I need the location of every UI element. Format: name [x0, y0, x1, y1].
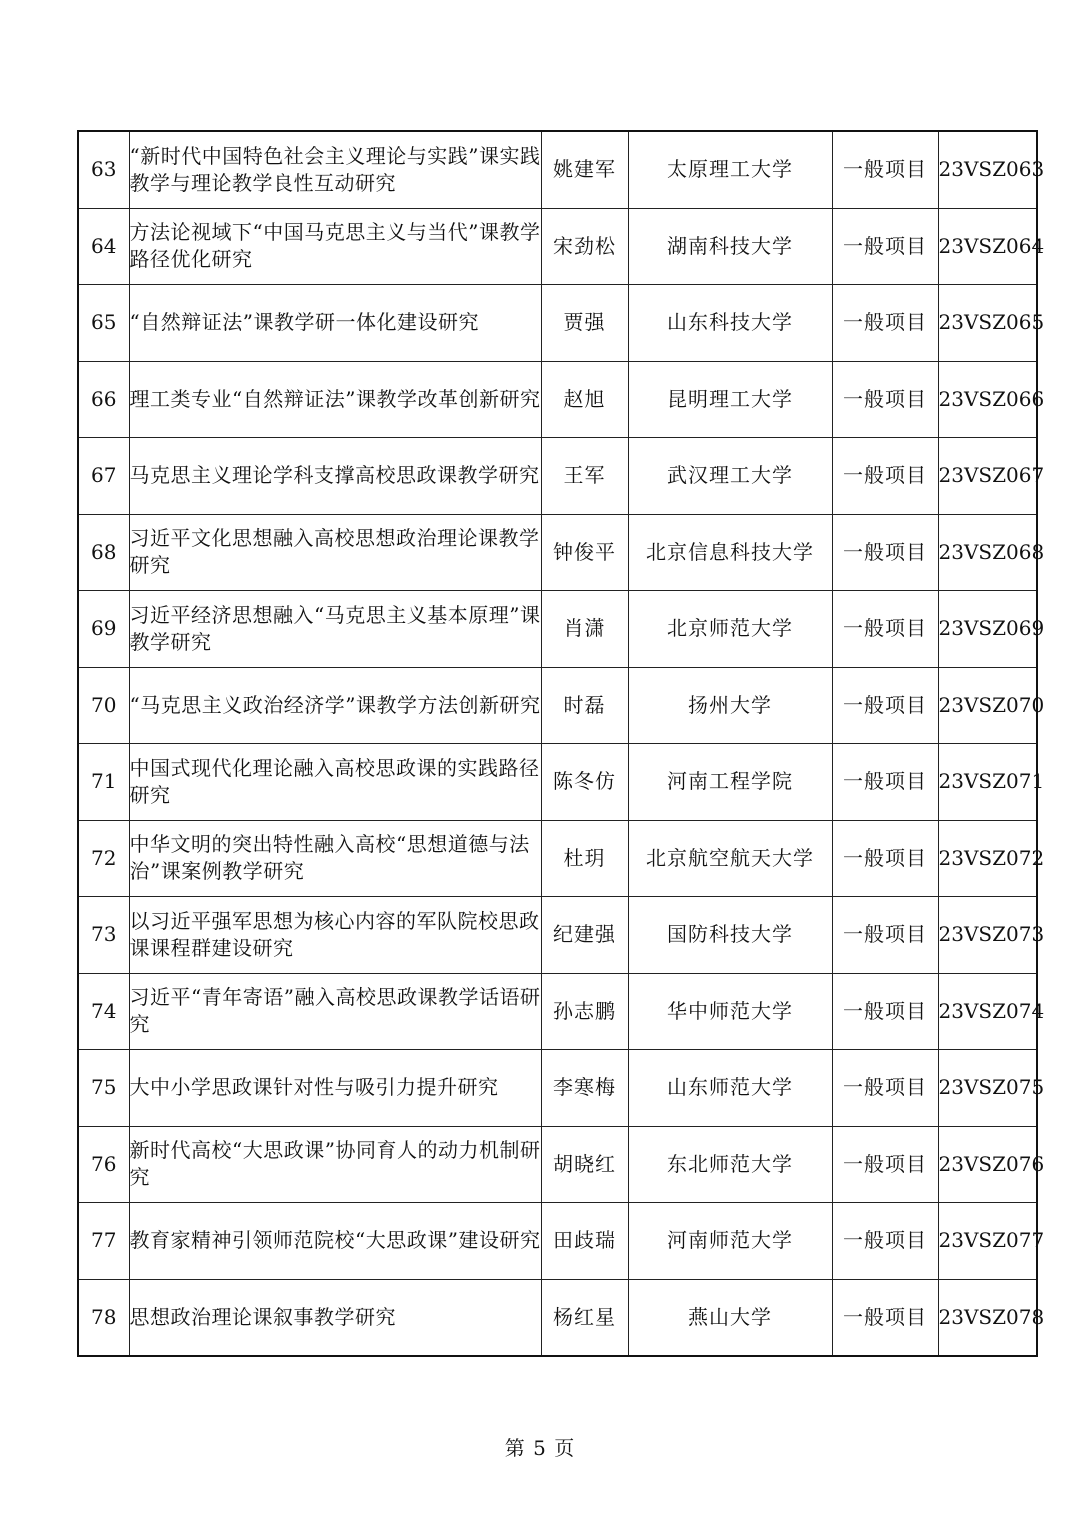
project-category: 一般项目: [843, 616, 927, 641]
project-code: 23VSZ075: [938, 1075, 1045, 1100]
principal-investigator-cell: [541, 897, 628, 974]
project-category-cell: [832, 897, 938, 974]
project-title-cell: [129, 208, 541, 285]
table-row: [78, 744, 1037, 821]
project-category-cell: [832, 1279, 938, 1356]
table-row: [78, 1279, 1037, 1356]
principal-investigator: 贾强: [563, 310, 606, 335]
project-title: 思想政治理论课叙事教学研究: [129, 1304, 396, 1329]
principal-investigator-cell: [541, 208, 628, 285]
project-category: 一般项目: [843, 922, 927, 947]
project-category: 一般项目: [843, 539, 927, 564]
principal-investigator: 姚建军: [553, 157, 616, 182]
row-number-cell: [78, 591, 129, 668]
project-category: 一般项目: [843, 310, 927, 335]
project-code-cell: [938, 667, 1045, 744]
project-title: 理工类专业“自然辩证法”课教学改革创新研究: [129, 386, 541, 411]
project-title-cell: [129, 820, 541, 897]
project-title: 以习近平强军思想为核心内容的军队院校思政课课程群建设研究: [129, 908, 540, 960]
project-code: 23VSZ070: [938, 692, 1045, 717]
project-title: “马克思主义政治经济学”课教学方法创新研究: [129, 692, 541, 717]
principal-investigator: 胡晓红: [553, 1151, 616, 1176]
principal-investigator-cell: [541, 973, 628, 1050]
institution: 北京航空航天大学: [646, 845, 814, 870]
project-code-cell: [938, 361, 1045, 438]
table-row: [78, 897, 1037, 974]
project-code: 23VSZ066: [938, 386, 1045, 411]
project-code: 23VSZ063: [938, 157, 1045, 182]
project-table: [77, 130, 1045, 1357]
principal-investigator: 肖潇: [563, 616, 606, 641]
project-category-cell: [832, 285, 938, 362]
project-category-cell: [832, 361, 938, 438]
project-category: 一般项目: [843, 1304, 927, 1329]
institution-cell: [628, 897, 832, 974]
project-category-cell: [832, 820, 938, 897]
table-row: [78, 973, 1037, 1050]
principal-investigator: 李寒梅: [553, 1075, 616, 1100]
project-title-cell: [129, 1126, 541, 1203]
row-number: 63: [91, 157, 117, 182]
row-number: 67: [91, 463, 117, 488]
institution-cell: [628, 1050, 832, 1127]
project-title-cell: [129, 438, 541, 515]
project-title: “新时代中国特色社会主义理论与实践”课实践教学与理论教学良性互动研究: [129, 143, 541, 195]
row-number: 68: [91, 539, 117, 564]
institution: 河南工程学院: [667, 769, 793, 794]
principal-investigator-cell: [541, 514, 628, 591]
row-number-cell: [78, 1050, 129, 1127]
project-title: 习近平文化思想融入高校思想政治理论课教学研究: [129, 526, 540, 578]
row-number-cell: [78, 438, 129, 515]
row-number: 74: [91, 998, 117, 1023]
institution-cell: [628, 744, 832, 821]
institution: 山东师范大学: [667, 1075, 793, 1100]
project-code-cell: [938, 514, 1045, 591]
row-number-cell: [78, 514, 129, 591]
principal-investigator: 纪建强: [553, 922, 616, 947]
institution-cell: [628, 131, 832, 208]
principal-investigator: 田歧瑞: [553, 1228, 616, 1253]
project-title: 习近平“青年寄语”融入高校思政课教学话语研究: [129, 985, 541, 1037]
institution-cell: [628, 591, 832, 668]
row-number-cell: [78, 1126, 129, 1203]
project-code-cell: [938, 820, 1045, 897]
institution: 山东科技大学: [667, 310, 793, 335]
project-title-cell: [129, 1279, 541, 1356]
institution-cell: [628, 361, 832, 438]
institution: 昆明理工大学: [667, 386, 793, 411]
project-category: 一般项目: [843, 845, 927, 870]
principal-investigator: 宋劲松: [553, 233, 616, 258]
principal-investigator-cell: [541, 1279, 628, 1356]
row-number-cell: [78, 897, 129, 974]
institution-cell: [628, 1203, 832, 1280]
row-number-cell: [78, 131, 129, 208]
row-number: 72: [91, 845, 117, 870]
project-category: 一般项目: [843, 386, 927, 411]
institution-cell: [628, 1126, 832, 1203]
principal-investigator: 杜玥: [563, 845, 606, 870]
table-row: [78, 667, 1037, 744]
row-number: 77: [91, 1228, 117, 1253]
table-row: [78, 1203, 1037, 1280]
principal-investigator-cell: [541, 131, 628, 208]
project-category-cell: [832, 591, 938, 668]
project-code-cell: [938, 744, 1045, 821]
project-code: 23VSZ074: [938, 998, 1045, 1023]
institution-cell: [628, 438, 832, 515]
row-number: 76: [91, 1151, 117, 1176]
project-code-cell: [938, 285, 1045, 362]
project-title-cell: [129, 514, 541, 591]
project-title-cell: [129, 131, 541, 208]
project-title: 教育家精神引领师范院校“大思政课”建设研究: [129, 1228, 541, 1253]
project-title-cell: [129, 973, 541, 1050]
project-code: 23VSZ077: [938, 1228, 1045, 1253]
row-number: 78: [91, 1304, 117, 1329]
principal-investigator-cell: [541, 820, 628, 897]
project-title: 马克思主义理论学科支撑高校思政课教学研究: [129, 463, 540, 488]
project-category: 一般项目: [843, 157, 927, 182]
project-title: 方法论视域下“中国马克思主义与当代”课教学路径优化研究: [129, 220, 541, 272]
page-number: 第 5 页: [504, 1436, 576, 1460]
table-row: [78, 361, 1037, 438]
project-title-cell: [129, 591, 541, 668]
row-number: 71: [91, 769, 117, 794]
institution: 武汉理工大学: [667, 463, 793, 488]
project-code: 23VSZ068: [938, 539, 1045, 564]
institution: 国防科技大学: [667, 922, 793, 947]
project-title: 大中小学思政课针对性与吸引力提升研究: [129, 1075, 499, 1100]
row-number-cell: [78, 744, 129, 821]
table-row: [78, 1126, 1037, 1203]
project-category-cell: [832, 667, 938, 744]
row-number: 66: [91, 386, 117, 411]
project-code: 23VSZ067: [938, 463, 1045, 488]
principal-investigator-cell: [541, 591, 628, 668]
principal-investigator: 时磊: [563, 692, 606, 717]
row-number-cell: [78, 208, 129, 285]
project-code-cell: [938, 1203, 1045, 1280]
project-code: 23VSZ064: [938, 233, 1045, 258]
project-code-cell: [938, 973, 1045, 1050]
project-code-cell: [938, 591, 1045, 668]
institution: 华中师范大学: [667, 998, 793, 1023]
principal-investigator-cell: [541, 667, 628, 744]
institution-cell: [628, 1279, 832, 1356]
project-category: 一般项目: [843, 1228, 927, 1253]
project-category: 一般项目: [843, 769, 927, 794]
project-category: 一般项目: [843, 233, 927, 258]
institution-cell: [628, 973, 832, 1050]
institution: 燕山大学: [688, 1304, 772, 1329]
row-number: 65: [91, 310, 117, 335]
project-category-cell: [832, 973, 938, 1050]
row-number: 73: [91, 922, 117, 947]
principal-investigator-cell: [541, 1050, 628, 1127]
project-code-cell: [938, 1126, 1045, 1203]
project-code-cell: [938, 1279, 1045, 1356]
project-code-cell: [938, 438, 1045, 515]
project-code: 23VSZ076: [938, 1151, 1045, 1176]
project-code: 23VSZ073: [938, 922, 1045, 947]
institution: 北京信息科技大学: [646, 539, 814, 564]
principal-investigator-cell: [541, 438, 628, 515]
table-row: [78, 1050, 1037, 1127]
project-category-cell: [832, 438, 938, 515]
row-number-cell: [78, 667, 129, 744]
table-row: [78, 438, 1037, 515]
project-category: 一般项目: [843, 692, 927, 717]
project-code-cell: [938, 1050, 1045, 1127]
project-category-cell: [832, 1050, 938, 1127]
project-title-cell: [129, 1203, 541, 1280]
row-number-cell: [78, 1279, 129, 1356]
project-code: 23VSZ065: [938, 310, 1045, 335]
project-title: 习近平经济思想融入“马克思主义基本原理”课教学研究: [129, 602, 541, 654]
principal-investigator: 钟俊平: [553, 539, 616, 564]
project-title-cell: [129, 744, 541, 821]
project-category: 一般项目: [843, 998, 927, 1023]
project-category-cell: [832, 744, 938, 821]
principal-investigator-cell: [541, 1203, 628, 1280]
project-code-cell: [938, 897, 1045, 974]
institution-cell: [628, 285, 832, 362]
institution-cell: [628, 667, 832, 744]
row-number-cell: [78, 361, 129, 438]
institution-cell: [628, 208, 832, 285]
principal-investigator-cell: [541, 285, 628, 362]
row-number-cell: [78, 285, 129, 362]
project-title-cell: [129, 1050, 541, 1127]
project-category-cell: [832, 1126, 938, 1203]
institution-cell: [628, 820, 832, 897]
table-row: [78, 285, 1037, 362]
project-category: 一般项目: [843, 1075, 927, 1100]
row-number-cell: [78, 973, 129, 1050]
project-title-cell: [129, 285, 541, 362]
principal-investigator: 王军: [563, 463, 606, 488]
project-code-cell: [938, 131, 1045, 208]
table-row: [78, 820, 1037, 897]
principal-investigator: 杨红星: [553, 1304, 616, 1329]
project-title: “自然辩证法”课教学研一体化建设研究: [129, 310, 479, 335]
table-row: [78, 514, 1037, 591]
row-number: 75: [91, 1075, 117, 1100]
project-category: 一般项目: [843, 463, 927, 488]
institution: 湖南科技大学: [667, 233, 793, 258]
table-row: [78, 591, 1037, 668]
row-number: 64: [91, 233, 117, 258]
project-code: 23VSZ072: [938, 845, 1045, 870]
institution: 东北师范大学: [667, 1151, 793, 1176]
project-category: 一般项目: [843, 1151, 927, 1176]
row-number-cell: [78, 1203, 129, 1280]
principal-investigator-cell: [541, 1126, 628, 1203]
institution: 河南师范大学: [667, 1228, 793, 1253]
project-code: 23VSZ078: [938, 1304, 1045, 1329]
institution: 扬州大学: [688, 692, 772, 717]
principal-investigator: 赵旭: [563, 386, 606, 411]
project-table-body: [78, 131, 1045, 1356]
project-title-cell: [129, 361, 541, 438]
project-title: 新时代高校“大思政课”协同育人的动力机制研究: [129, 1138, 541, 1190]
row-number: 70: [91, 692, 117, 717]
project-category-cell: [832, 514, 938, 591]
row-number-cell: [78, 820, 129, 897]
project-title: 中华文明的突出特性融入高校“思想道德与法治”课案例教学研究: [129, 832, 530, 884]
principal-investigator: 陈冬仿: [553, 769, 616, 794]
project-title: 中国式现代化理论融入高校思政课的实践路径研究: [129, 755, 540, 807]
table-row: [78, 208, 1037, 285]
project-code-cell: [938, 208, 1045, 285]
institution: 太原理工大学: [667, 157, 793, 182]
project-title-cell: [129, 897, 541, 974]
project-category-cell: [832, 208, 938, 285]
table-row: [78, 131, 1037, 208]
project-category-cell: [832, 131, 938, 208]
row-number: 69: [91, 616, 117, 641]
project-code: 23VSZ069: [938, 616, 1045, 641]
project-category-cell: [832, 1203, 938, 1280]
project-title-cell: [129, 667, 541, 744]
institution-cell: [628, 514, 832, 591]
principal-investigator-cell: [541, 744, 628, 821]
institution: 北京师范大学: [667, 616, 793, 641]
principal-investigator-cell: [541, 361, 628, 438]
principal-investigator: 孙志鹏: [553, 998, 616, 1023]
project-code: 23VSZ071: [938, 769, 1045, 794]
